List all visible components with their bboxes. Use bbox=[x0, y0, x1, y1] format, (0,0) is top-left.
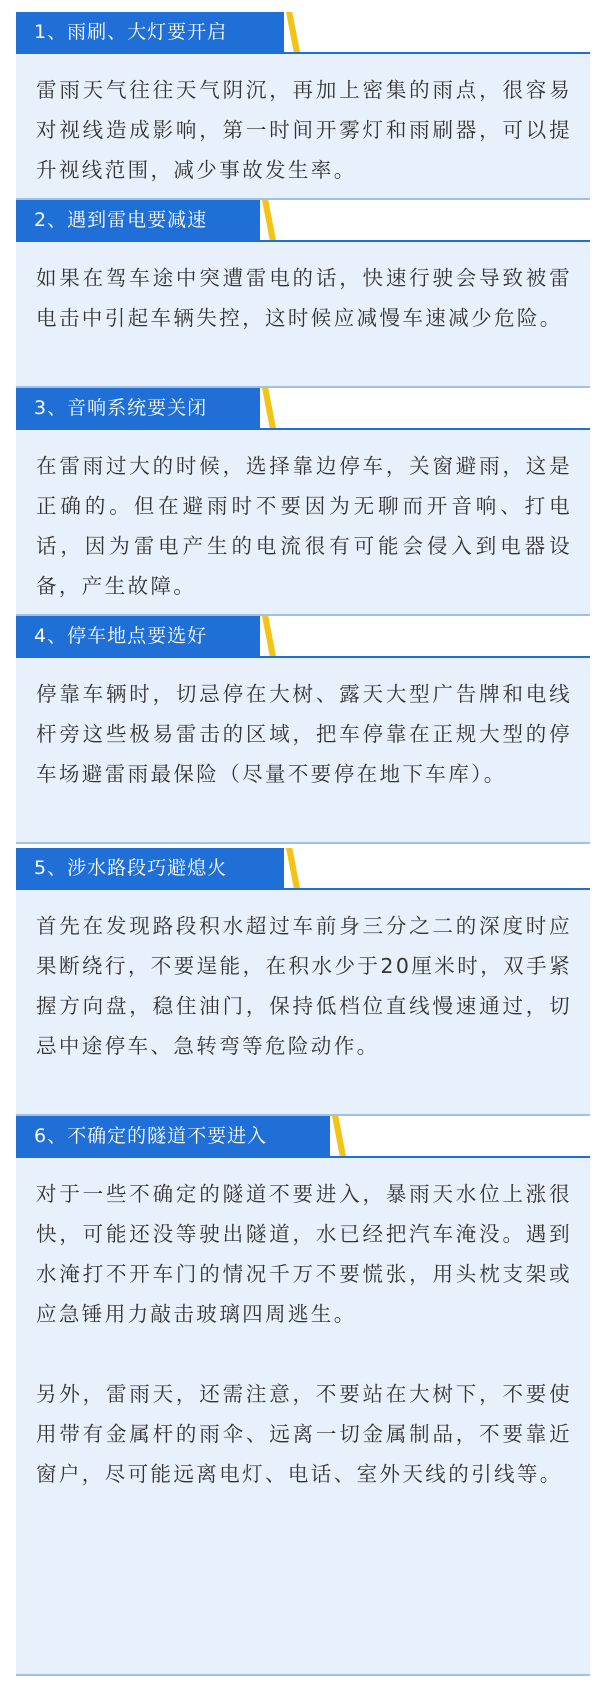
paragraph: 雷雨天气往往天气阴沉，再加上密集的雨点，很容易对视线造成影响，第一时间开雾灯和雨刷器，可以提升视线范围，减少事故发生率。 bbox=[36, 78, 572, 182]
paragraph: 另外，雷雨天，还需注意，不要站在大树下，不要使用带有金属杆的雨伞、远离一切金属制品，不要靠近窗户，尽可能远离电灯、电话、室外天线的引线等。 bbox=[36, 1382, 572, 1486]
section-content bbox=[16, 888, 590, 1116]
section-content bbox=[16, 240, 590, 388]
yellow-stripe-decoration bbox=[286, 12, 300, 52]
yellow-stripe-decoration bbox=[262, 616, 276, 656]
section-title: 2、遇到雷电要减速 bbox=[34, 209, 208, 231]
yellow-stripe-decoration bbox=[332, 1116, 346, 1156]
section-header bbox=[16, 848, 590, 888]
section-content bbox=[16, 428, 590, 616]
paragraph: 停靠车辆时，切忌停在大树、露天大型广告牌和电线杆旁这些极易雷击的区域，把车停靠在正规大型的停车场避雷雨最保险（尽量不要停在地下车库）。 bbox=[36, 682, 572, 786]
section-header bbox=[16, 616, 590, 656]
section-header bbox=[16, 1116, 590, 1156]
section-1 bbox=[16, 12, 590, 200]
section-6 bbox=[16, 1116, 590, 1676]
section-3 bbox=[16, 388, 590, 616]
section-4 bbox=[16, 616, 590, 844]
paragraph: 在雷雨过大的时候，选择靠边停车，关窗避雨，这是正确的。但在避雨时不要因为无聊而开音响、打电话，因为雷电产生的电流很有可能会侵入到电器设备，产生故障。 bbox=[36, 454, 572, 598]
section-header bbox=[16, 388, 590, 428]
section-5 bbox=[16, 848, 590, 1116]
section-title: 5、涉水路段巧避熄火 bbox=[34, 857, 228, 879]
section-title: 4、停车地点要选好 bbox=[34, 625, 208, 647]
yellow-stripe-decoration bbox=[286, 848, 300, 888]
section-title: 3、音响系统要关闭 bbox=[34, 397, 208, 419]
yellow-stripe-decoration bbox=[262, 388, 276, 428]
section-title: 6、不确定的隧道不要进入 bbox=[34, 1125, 268, 1147]
yellow-stripe-decoration bbox=[262, 200, 276, 240]
paragraph: 首先在发现路段积水超过车前身三分之二的深度时应果断绕行，不要逞能，在积水少于20厘米时，双手紧握方向盘，稳住油门，保持低档位直线慢速通过，切忌中途停车、急转弯等危险动作。 bbox=[36, 914, 572, 1058]
section-title: 1、雨刷、大灯要开启 bbox=[34, 21, 228, 43]
paragraph: 如果在驾车途中突遭雷电的话，快速行驶会导致被雷电击中引起车辆失控，这时候应减慢车速减少危险。 bbox=[36, 266, 572, 330]
section-header bbox=[16, 12, 590, 52]
section-content bbox=[16, 1156, 590, 1676]
section-2 bbox=[16, 200, 590, 388]
section-content bbox=[16, 656, 590, 844]
section-content bbox=[16, 52, 590, 200]
section-header bbox=[16, 200, 590, 240]
paragraph: 对于一些不确定的隧道不要进入，暴雨天水位上涨很快，可能还没等驶出隧道，水已经把汽车淹没。遇到水淹打不开车门的情况千万不要慌张，用头枕支架或应急锤用力敲击玻璃四周逃生。 bbox=[36, 1182, 572, 1326]
